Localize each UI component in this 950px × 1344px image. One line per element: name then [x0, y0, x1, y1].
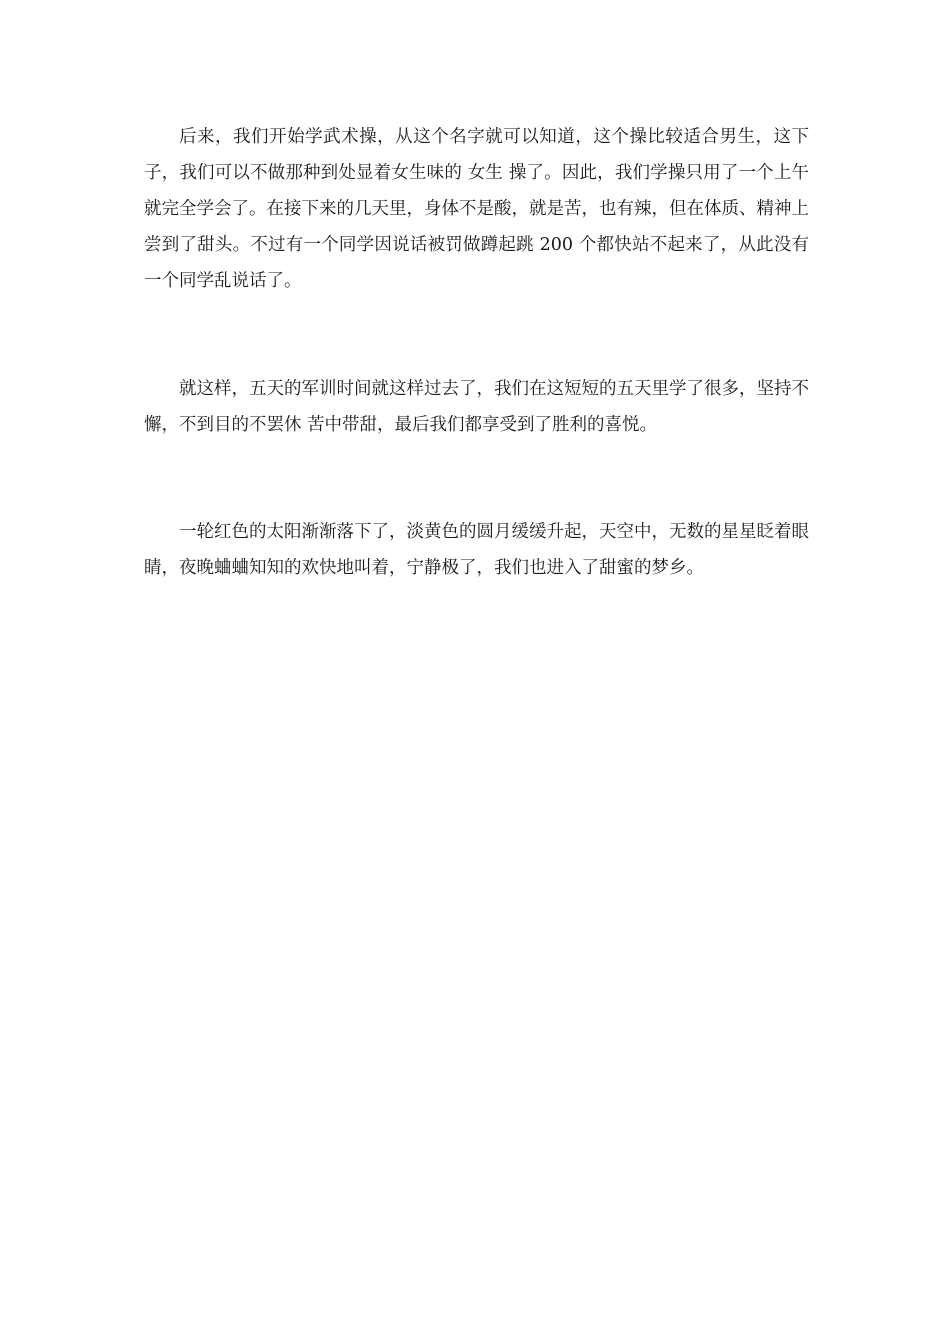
- paragraph-1: 后来，我们开始学武术操，从这个名字就可以知道，这个操比较适合男生，这下子，我们可以不做那种到处显着女生味的 女生 操了。因此，我们学操只用了一个上午就完全学会了。在接下来的几天里，身体不是酸，就是苦，也有辣，但在体质、精神上尝到了甜头。不过有一个同学因说话被罚做蹲起跳 200 个都快站不起来了，从此没有一个同学乱说话了。: [144, 127, 809, 291]
- paragraph-3: 一轮红色的太阳渐渐落下了，淡黄色的圆月缓缓升起，天空中，无数的星星眨着眼睛，夜晚蛐蛐知知的欢快地叫着，宁静极了，我们也进入了甜蜜的梦乡。: [144, 522, 809, 578]
- paragraph-2: 就这样，五天的军训时间就这样过去了，我们在这短短的五天里学了很多，坚持不懈，不到目的不罢休 苦中带甜，最后我们都享受到了胜利的喜悦。: [144, 379, 809, 435]
